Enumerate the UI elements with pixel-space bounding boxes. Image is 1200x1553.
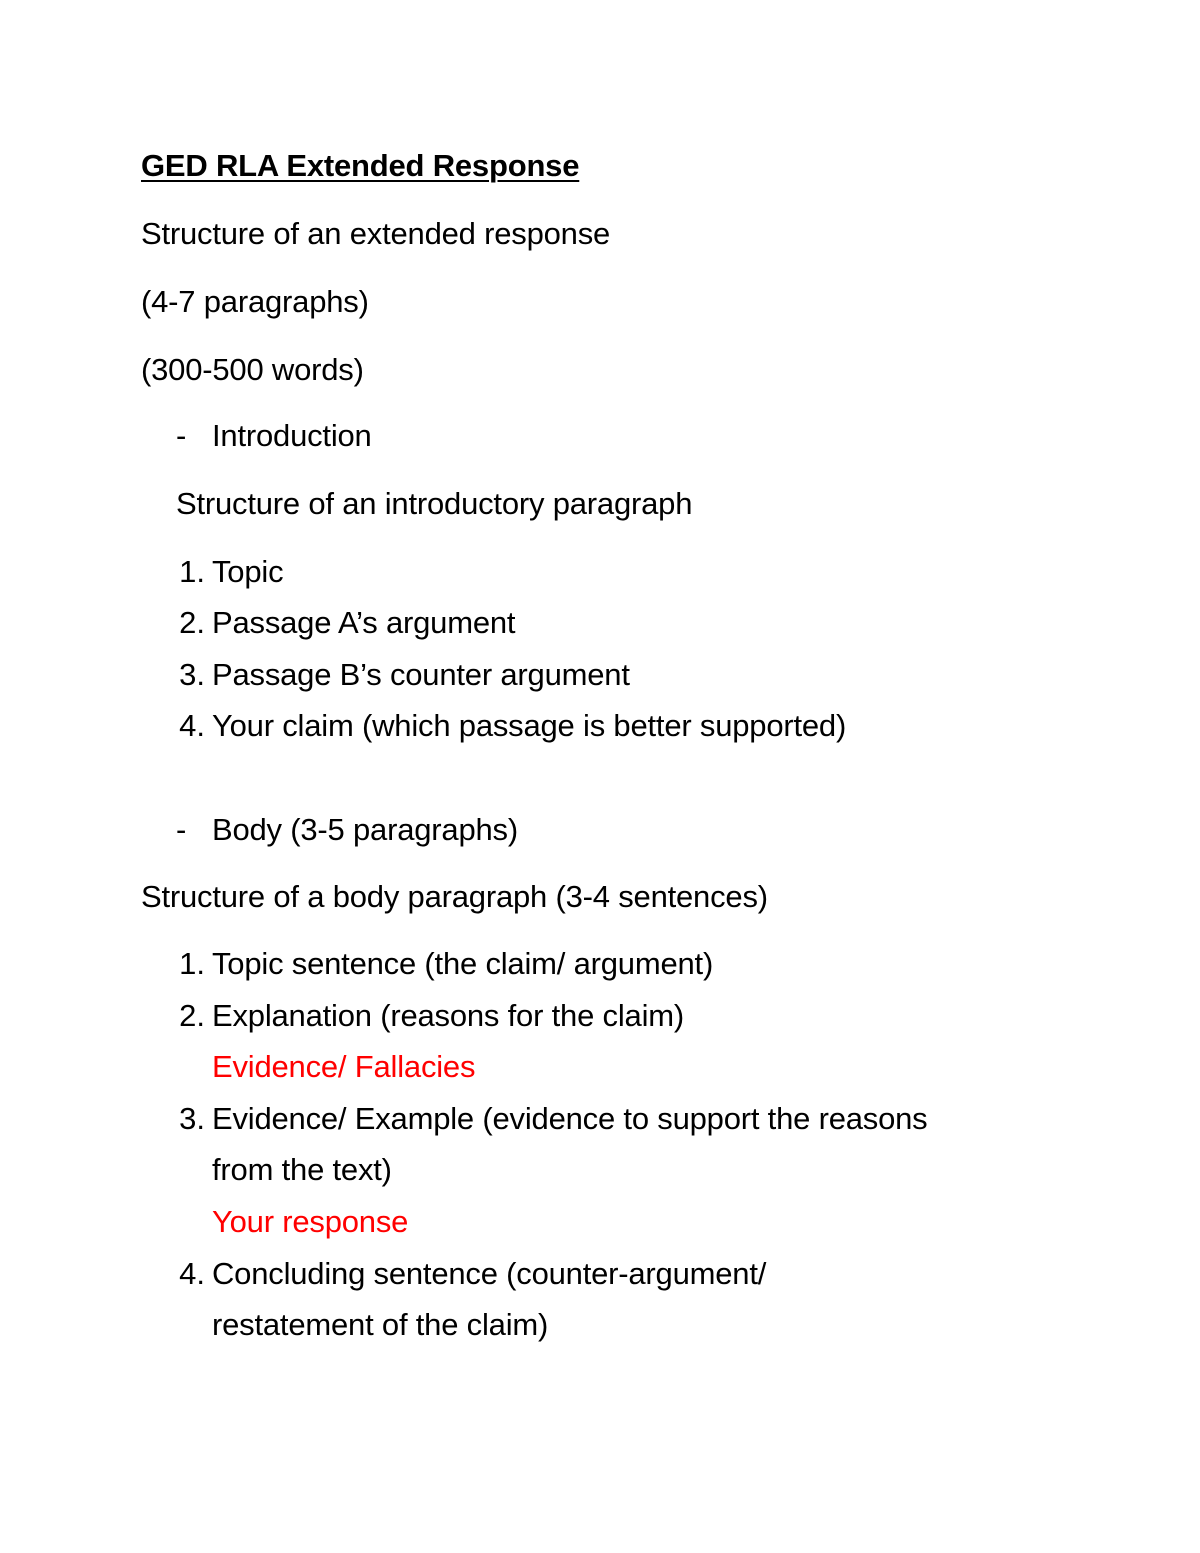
body-item-text-line2: from the text) xyxy=(212,1152,392,1187)
body-item-text: Explanation (reasons for the claim) xyxy=(212,998,685,1033)
intro-item-text: Topic xyxy=(212,554,284,589)
body-item-text-line1: Concluding sentence (counter-argument/ xyxy=(212,1256,767,1291)
word-count: (300-500 words) xyxy=(141,352,364,387)
introduction-bullet: - xyxy=(176,418,187,453)
intro-item-number: 3. xyxy=(179,657,205,692)
body-label: Body (3-5 paragraphs) xyxy=(212,812,518,847)
intro-item-text: Your claim (which passage is better supported) xyxy=(212,708,847,743)
body-item-number: 4. xyxy=(179,1256,205,1291)
introduction-structure-heading: Structure of an introductory paragraph xyxy=(176,486,693,521)
paragraph-count: (4-7 paragraphs) xyxy=(141,284,369,319)
body-item-number: 1. xyxy=(179,946,205,981)
body-item-text: Topic sentence (the claim/ argument) xyxy=(212,946,714,981)
document-subtitle: Structure of an extended response xyxy=(141,216,611,251)
intro-item-text: Passage B’s counter argument xyxy=(212,657,630,692)
intro-item-number: 4. xyxy=(179,708,205,743)
intro-item-text: Passage A’s argument xyxy=(212,605,516,640)
body-item-number: 2. xyxy=(179,998,205,1033)
introduction-label: Introduction xyxy=(212,418,372,453)
body-item-note: Your response xyxy=(212,1204,409,1239)
body-item-text-line1: Evidence/ Example (evidence to support the reasons xyxy=(212,1101,928,1136)
body-item-number: 3. xyxy=(179,1101,205,1136)
body-bullet: - xyxy=(176,812,187,847)
body-item-text-line2: restatement of the claim) xyxy=(212,1307,549,1342)
intro-item-number: 1. xyxy=(179,554,205,589)
document-title: GED RLA Extended Response xyxy=(141,148,580,183)
intro-item-number: 2. xyxy=(179,605,205,640)
body-item-note: Evidence/ Fallacies xyxy=(212,1049,476,1084)
body-structure-heading: Structure of a body paragraph (3-4 sentences) xyxy=(141,879,768,914)
